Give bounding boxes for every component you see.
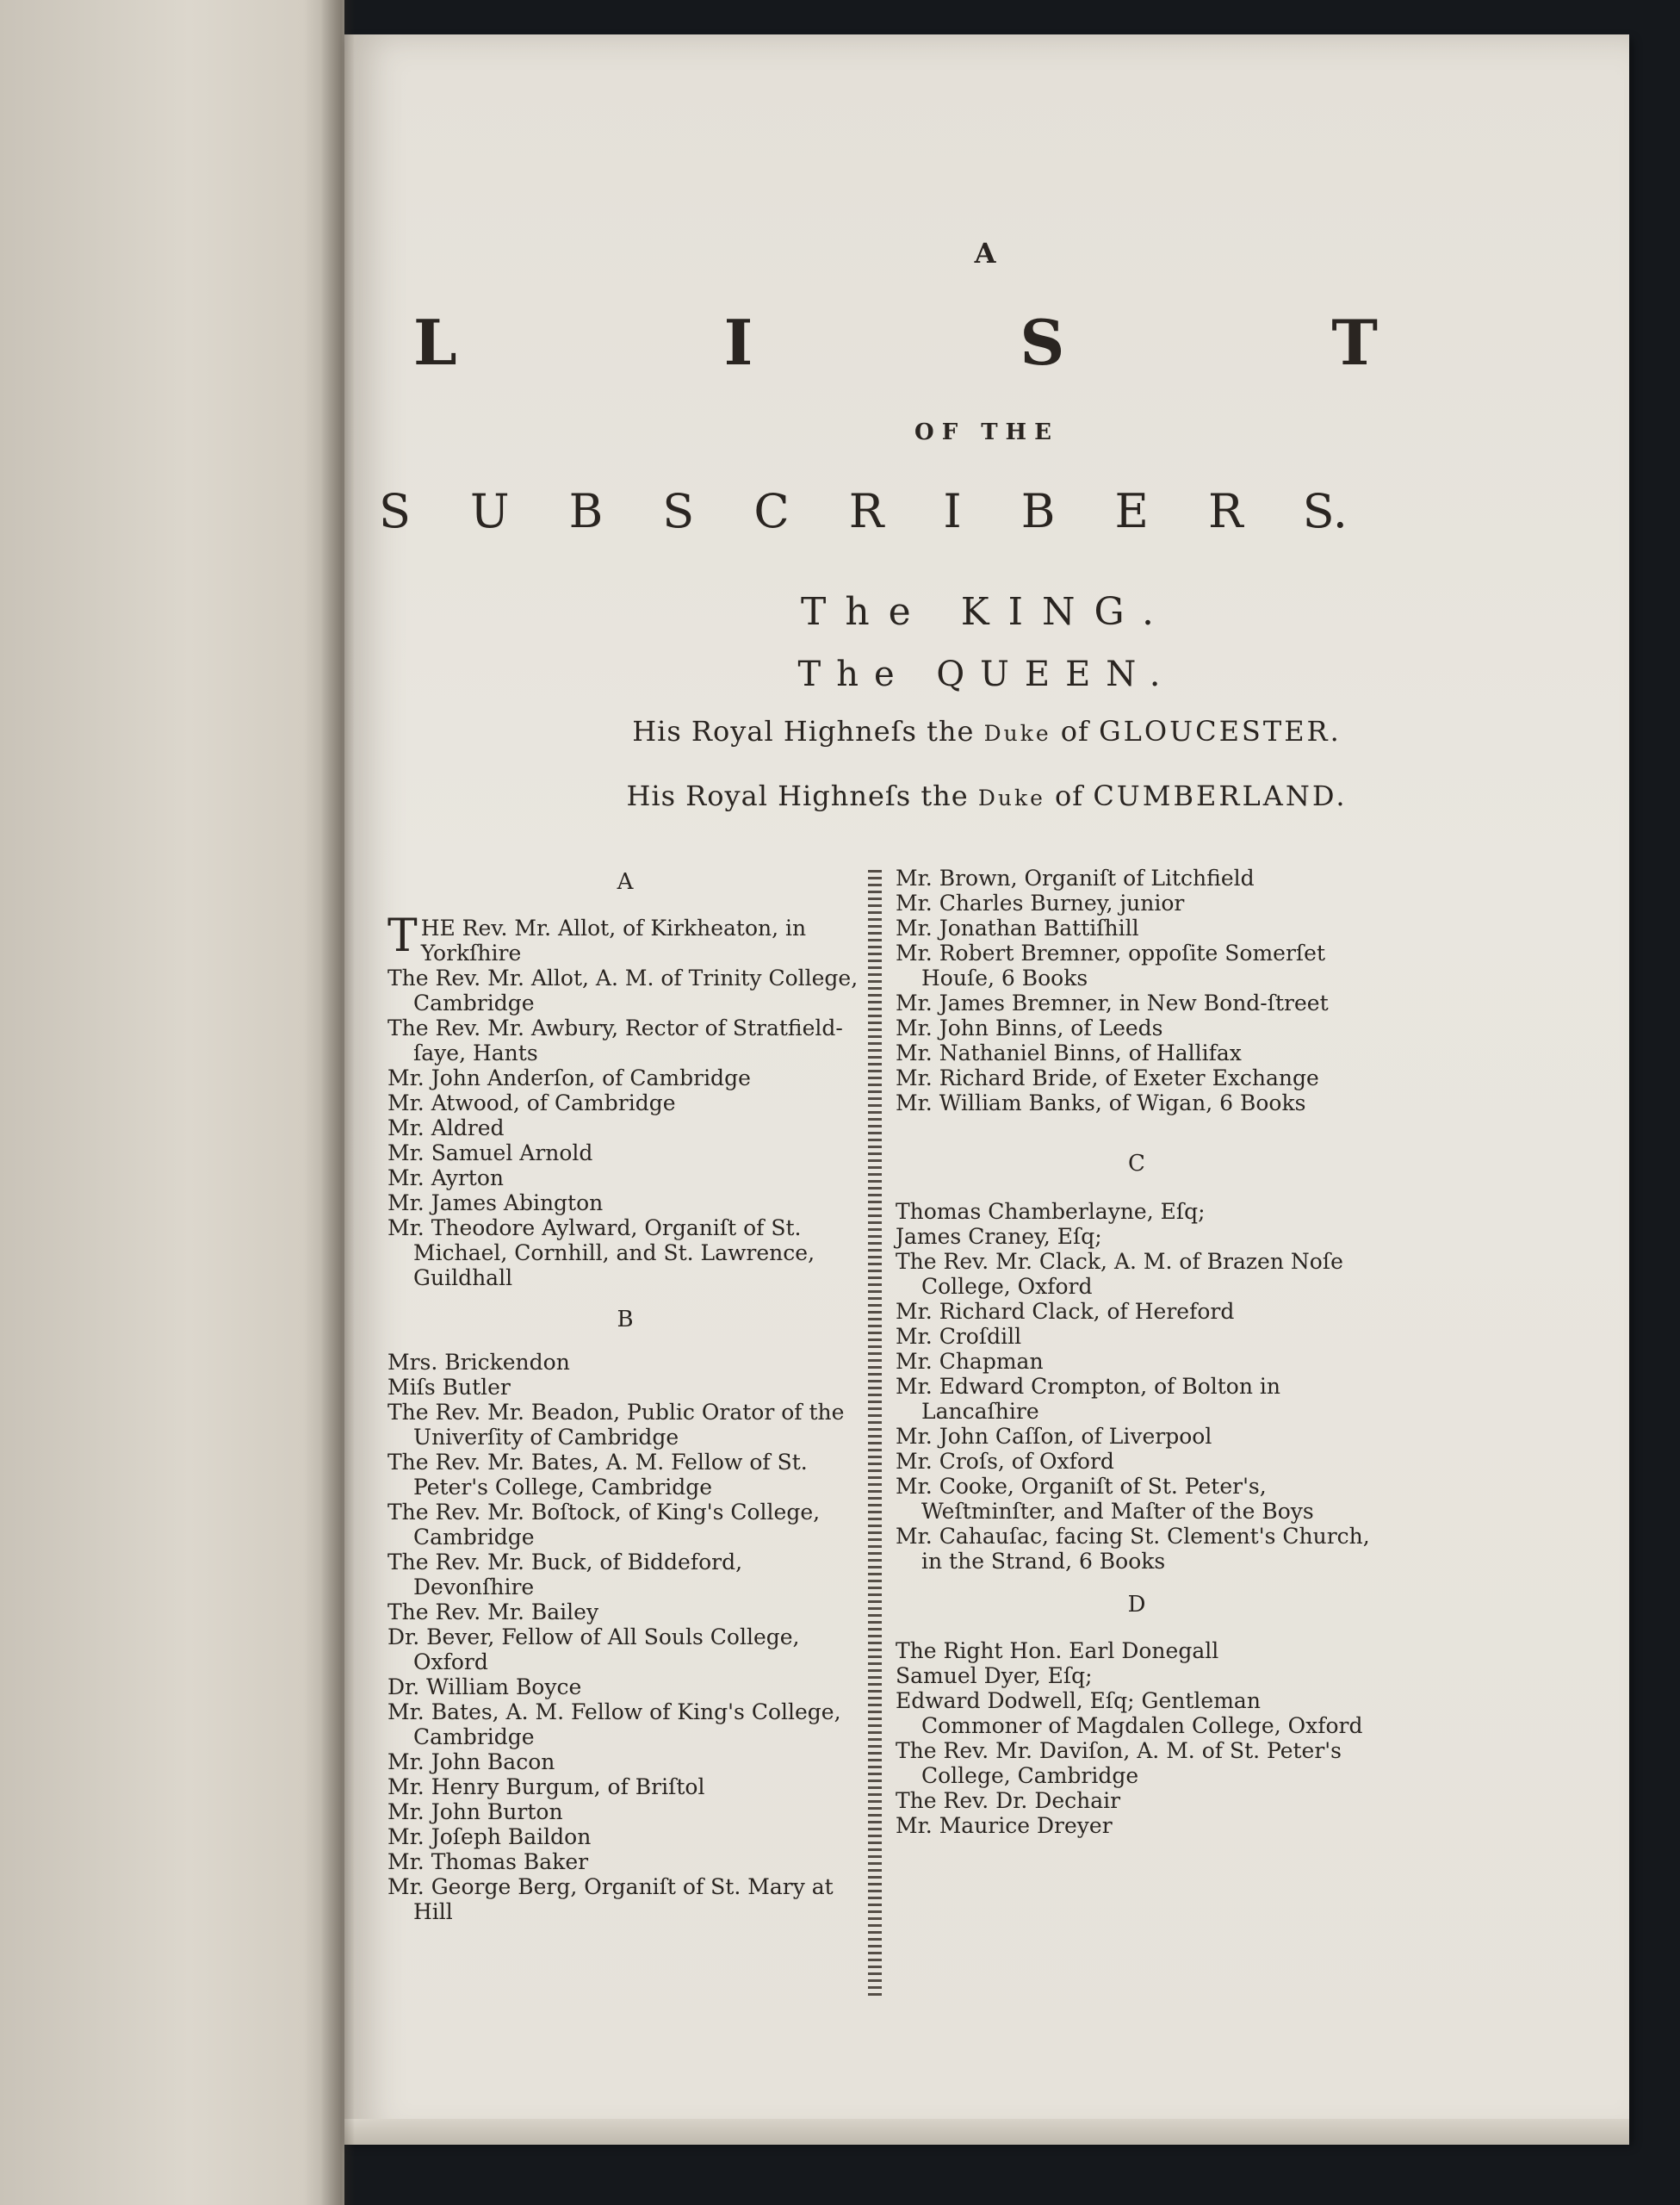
drop-cap: T xyxy=(387,910,418,962)
royal-cumberland-duke: Duke xyxy=(977,786,1045,811)
section-letter-c: C xyxy=(1128,1151,1145,1177)
royal-king-the: The xyxy=(800,590,930,634)
title-subscribers-letter: S. xyxy=(1302,484,1348,538)
title-subscribers xyxy=(379,484,1348,538)
list-item: Mr. Henry Burgum, of Briſtol xyxy=(387,1774,705,1799)
list-item: Thomas Chamberlayne, Eſq; xyxy=(896,1199,1206,1224)
list-item: Edward Dodwell, Eſq; Gentleman Commoner of Magdalen College, Oxford xyxy=(896,1688,1363,1738)
list-item: Mr. Joſeph Baildon xyxy=(387,1824,592,1849)
list-item: The Rev. Mr. Clack, A. M. of Brazen Noſe College, Oxford xyxy=(896,1249,1343,1299)
list-item: The Right Hon. Earl Donegall xyxy=(896,1638,1219,1663)
list-item: Mr. John Binns, of Leeds xyxy=(896,1016,1163,1040)
list-item: Miſs Butler xyxy=(387,1375,511,1400)
list-item: Mr. John Burton xyxy=(387,1799,563,1824)
list-item: Mr. Atwood, of Cambridge xyxy=(387,1090,676,1115)
list-item: Mr. Edward Crompton, of Bolton in Lancaſhire xyxy=(896,1374,1280,1424)
book-gutter xyxy=(320,0,355,2205)
royal-cumberland xyxy=(344,780,1629,812)
title-list-letter: I xyxy=(723,306,753,379)
list-item: The Rev. Dr. Dechair xyxy=(896,1788,1121,1813)
title-subscribers-letter: C xyxy=(753,484,790,538)
left-page xyxy=(0,0,344,2205)
title-list xyxy=(413,306,1378,379)
title-subscribers-letter: E xyxy=(1114,484,1149,538)
list-item: The Rev. Mr. Awbury, Rector of Stratfield-ſaye, Hants xyxy=(387,1016,843,1065)
column-divider-rule xyxy=(868,870,882,1998)
list-item: Mr. Bates, A. M. Fellow of King's College, Cambridge xyxy=(387,1699,841,1749)
royal-king-name: KING. xyxy=(960,590,1174,634)
list-item: Samuel Dyer, Eſq; xyxy=(896,1663,1093,1688)
list-item: Mr. Charles Burney, junior xyxy=(896,891,1185,916)
list-item: Mr. Cahauſac, facing St. Clement's Church, in the Strand, 6 Books xyxy=(896,1524,1370,1574)
list-item: Mr. Brown, Organiſt of Litchfield xyxy=(896,866,1255,891)
list-item: Mr. Cooke, Organiſt of St. Peter's, Weſtminſter, and Maſter of the Boys xyxy=(896,1474,1314,1524)
list-item: Mr. John Caſſon, of Liverpool xyxy=(896,1424,1212,1449)
list-item: Mr. Ayrton xyxy=(387,1165,505,1190)
title-subscribers-letter: U xyxy=(470,484,510,538)
list-item: Mr. John Bacon xyxy=(387,1749,555,1774)
list-item: Dr. Bever, Fellow of All Souls College, Oxford xyxy=(387,1624,800,1674)
title-list-letter: T xyxy=(1331,306,1378,379)
list-item: Mr. John Anderſon, of Cambridge xyxy=(387,1065,751,1090)
royal-gloucester-name: GLOUCESTER. xyxy=(1099,715,1342,748)
list-item: The Rev. Mr. Allot, A. M. of Trinity College, Cambridge xyxy=(387,966,859,1016)
list-item: Mr. Theodore Aylward, Organiſt of St. Michael, Cornhill, and St. Lawrence, Guildhall xyxy=(387,1215,815,1290)
list-item: Mr. James Abington xyxy=(387,1190,604,1215)
left-column xyxy=(387,870,863,1924)
royal-gloucester-pre: His Royal Highneſs the xyxy=(632,715,975,748)
title-of-the: OF THE xyxy=(914,419,1059,445)
title-subscribers-letter: B xyxy=(568,484,604,538)
title-subscribers-letter: R xyxy=(1207,484,1243,538)
list-item: Mr. Robert Bremner, oppoſite Somerſet Houſe, 6 Books xyxy=(896,941,1325,991)
royal-queen-name: QUEEN. xyxy=(936,655,1176,694)
title-list-letter: S xyxy=(1020,306,1065,379)
list-item: Mr. Thomas Baker xyxy=(387,1849,589,1874)
title-subscribers-letter: S xyxy=(662,484,695,538)
section-letter-b: B xyxy=(617,1307,634,1332)
list-item: Mr. Chapman xyxy=(896,1349,1044,1374)
list-item: Mrs. Brickendon xyxy=(387,1350,570,1375)
list-item: The Rev. Mr. Beadon, Public Orator of the Univerſity of Cambridge xyxy=(387,1400,845,1450)
royal-king xyxy=(344,590,1629,634)
title-list-letter: L xyxy=(413,306,457,379)
list-item: Mr. George Berg, Organiſt of St. Mary at Hill xyxy=(387,1874,834,1924)
list-item: Mr. James Bremner, in New Bond-ſtreet xyxy=(896,991,1329,1016)
royal-gloucester-of: of xyxy=(1060,715,1089,748)
royal-cumberland-pre: His Royal Highneſs the xyxy=(626,780,969,812)
list-item: Mr. Croſdill xyxy=(896,1324,1022,1349)
title-article: A xyxy=(974,237,1000,270)
list-item: The Rev. Mr. Bates, A. M. Fellow of St. Peter's College, Cambridge xyxy=(387,1450,808,1500)
list-item: The Rev. Mr. Bailey xyxy=(387,1599,599,1624)
list-item: Mr. Richard Clack, of Hereford xyxy=(896,1299,1235,1324)
list-item-text: HE Rev. Mr. Allot, of Kirkheaton, in Yorkſhire xyxy=(420,916,807,966)
list-item: The Rev. Mr. Buck, of Biddeford, Devonſhire xyxy=(387,1550,743,1599)
list-item: The Rev. Mr. Daviſon, A. M. of St. Peter's College, Cambridge xyxy=(896,1738,1342,1788)
royal-queen-the: The xyxy=(797,655,910,694)
list-item: Mr. Aldred xyxy=(387,1115,505,1140)
title-subscribers-letter: I xyxy=(943,484,962,538)
page-edge xyxy=(344,2119,1629,2145)
list-item: James Craney, Eſq; xyxy=(896,1224,1102,1249)
list-item xyxy=(387,910,863,966)
section-letter-a: A xyxy=(617,869,634,895)
royal-queen xyxy=(344,655,1629,694)
list-item: Mr. Samuel Arnold xyxy=(387,1140,593,1165)
title-subscribers-letter: B xyxy=(1020,484,1056,538)
royal-cumberland-name: CUMBERLAND. xyxy=(1093,780,1348,812)
title-subscribers-letter: R xyxy=(848,484,884,538)
section-letter-d: D xyxy=(1127,1592,1146,1618)
list-item: Dr. William Boyce xyxy=(387,1674,582,1699)
list-item: Mr. Jonathan Battiſhill xyxy=(896,916,1139,941)
title-subscribers-letter: S xyxy=(379,484,411,538)
royal-gloucester-duke: Duke xyxy=(983,721,1051,746)
royal-gloucester xyxy=(344,715,1629,748)
list-item: Mr. Nathaniel Binns, of Hallifax xyxy=(896,1040,1242,1065)
list-item: Mr. William Banks, of Wigan, 6 Books xyxy=(896,1090,1306,1115)
right-column xyxy=(896,866,1378,1838)
list-item: Mr. Croſs, of Oxford xyxy=(896,1449,1114,1474)
list-item: The Rev. Mr. Boſtock, of King's College, Cambridge xyxy=(387,1500,821,1550)
royal-cumberland-of: of xyxy=(1055,780,1084,812)
list-item: Mr. Maurice Dreyer xyxy=(896,1813,1113,1838)
list-item: Mr. Richard Bride, of Exeter Exchange xyxy=(896,1065,1319,1090)
